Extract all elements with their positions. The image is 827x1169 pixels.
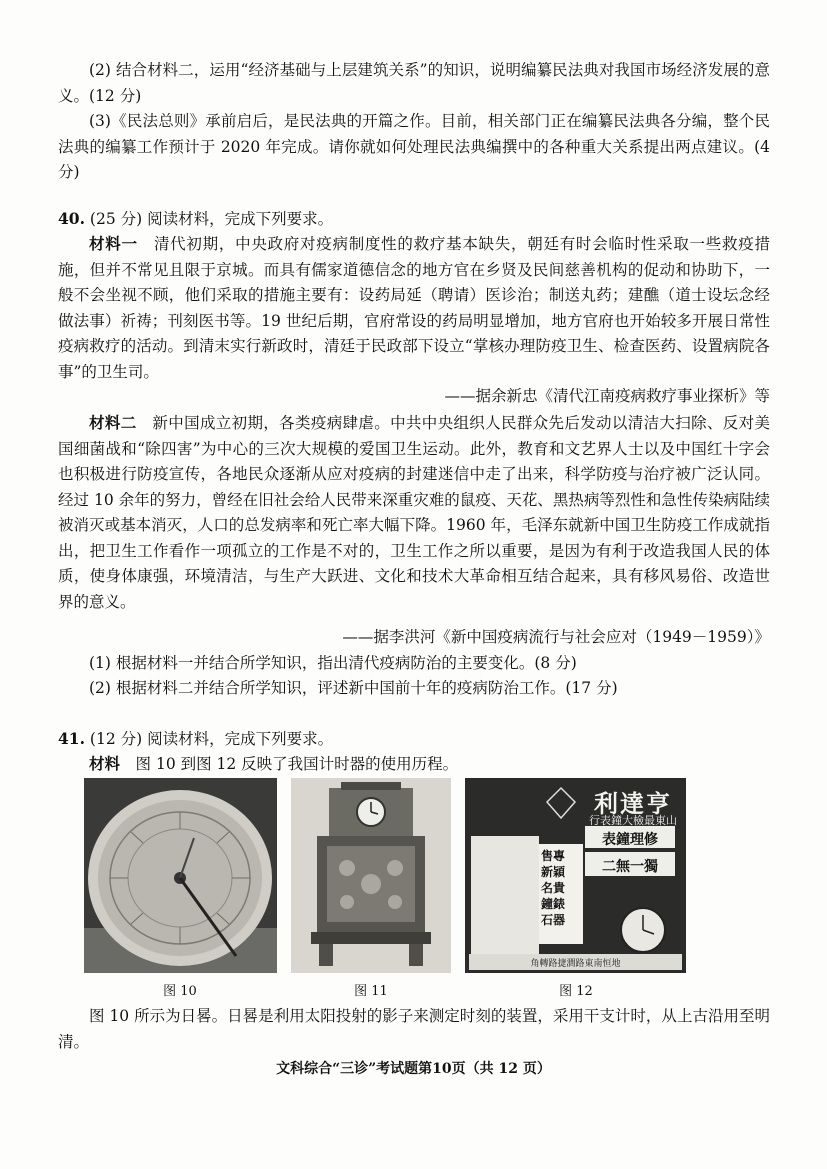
q40-header: (25 分) 阅读材料，完成下列要求。 — [89, 210, 334, 228]
q40-sub1: (1) 根据材料一并结合所学知识，指出清代疫病防治的主要变化。(8 分) — [89, 654, 577, 672]
figure-10-sundial — [84, 778, 277, 973]
q40-m1-text: 清代初期，中央政府对疫病制度性的救疗基本缺失，朝廷有时会临时性采取一些救疫措施，但并不常见且限于京城。而具有儒家道德信念的地方官在乡贤及民间慈善机构的促动和协助下，一般不会坐视不顾，他们采取的措施主要有：设药局延（聘请）医诊治；制送丸药；建醮（道士设坛念经做法事）祈祷；刊刻医书等。19 世纪后期，官府常设的药局明显增加，地方官府也开始较多开展日常性疫病救疗的活动。到清末实行新政时，清廷于民政部下设立“掌核办理防疫卫生、检查医药、设置病院各事”的卫生司。 — [58, 235, 770, 381]
q39-part2: (2) 结合材料二，运用“经济基础与上层建筑关系”的知识，说明编纂民法典对我国市场经济发展的意义。(12 分) — [58, 61, 770, 105]
q40-m2-source: ——据李洪河《新中国疫病流行与社会应对（1949－1959）》 — [342, 628, 770, 646]
ad-middle-text: 售專 新穎 名貴 鐘錶 石器 — [541, 849, 566, 927]
figure-11-clock — [291, 778, 451, 973]
q40-m2-text: 新中国成立初期，各类疫病肆虐。中共中央组织人民群众先后发动以清洁大扫除、反对美国细菌战和“除四害”为中心的三次大规模的爱国卫生运动。此外，教育和文艺界人士以及中国红十字会也积极进行防疫宣传，各地民众逐渐从应对疫病的封建迷信中走了出来，科学防疫与治疗被广泛认同。经过 10 余年的努力，曾经在旧社会给人民带来深重灾难的鼠疫、天花、黑热病等烈性和急性传染病陆续被消灭或基本消灭，人口的总发病率和死亡率大幅下降。1960 年，毛泽东就新中国卫生防疫工作成就指出，把卫生工作看作一项孤立的工作是不对的，卫生工作之所以重要，是因为有利于改造我国人民的体质，使身体康强，环境清洁，与生产大跃进、文化和技术大革命相互结合起来，具有移风易俗、改造世界的意义。 — [58, 414, 770, 611]
q41-explanation: 图 10 所示为日晷。日晷是利用太阳投射的影子来测定时刻的装置，采用干支计时，从上古沿用至明清。 — [58, 1007, 770, 1051]
ad-box-unique: 二無一獨 — [602, 859, 658, 875]
figure-12-caption: 图 12 — [559, 984, 593, 999]
q41-m-label: 材料 — [89, 754, 121, 773]
q40-m2-label: 材料二 — [89, 413, 137, 432]
q40-m1-source: ——据余新忠《清代江南疫病救疗事业探析》等 — [444, 387, 770, 405]
ad-brand: 利達亨 — [594, 789, 672, 818]
q40-sub2: (2) 根据材料二并结合所学知识，评述新中国前十年的疫病防治工作。(17 分) — [89, 679, 618, 697]
q39-part3: (3)《民法总则》承前启后，是民法典的开篇之作。目前，相关部门正在编纂民法典各分编，整个民法典的编纂工作预计于 2020 年完成。请你就如何处理民法典编撰中的各种重大关系提出两点建议。(4 分) — [58, 112, 770, 181]
q41-m-text: 图 10 到图 12 反映了我国计时器的使用历程。 — [135, 755, 459, 773]
q40-material1 — [58, 231, 770, 385]
sundial-illustration — [84, 778, 277, 973]
ad-bottom-text: 角轉路捷澗路東南恒地 — [530, 959, 621, 969]
q41-material — [58, 751, 770, 778]
ornate-clock-illustration — [291, 778, 451, 973]
ad-subtitle: 行表鐘大檢最東山 — [589, 814, 677, 827]
figure-11-caption: 图 11 — [354, 984, 388, 999]
page-footer: 文科综合“三诊”考试题第10页（共 12 页） — [276, 1061, 551, 1077]
ad-box-repair: 表鐘理修 — [602, 832, 658, 848]
q40-material2 — [58, 410, 770, 615]
q41-number: 41. — [58, 729, 85, 748]
q40-number: 40. — [58, 209, 85, 228]
q41-heading — [58, 726, 770, 753]
figure-10-caption: 图 10 — [163, 984, 197, 999]
q40-m1-label: 材料一 — [89, 234, 138, 253]
q41-header: (12 分) 阅读材料，完成下列要求。 — [89, 730, 334, 748]
figure-12-advertisement — [465, 778, 686, 973]
q40-heading — [58, 206, 770, 233]
